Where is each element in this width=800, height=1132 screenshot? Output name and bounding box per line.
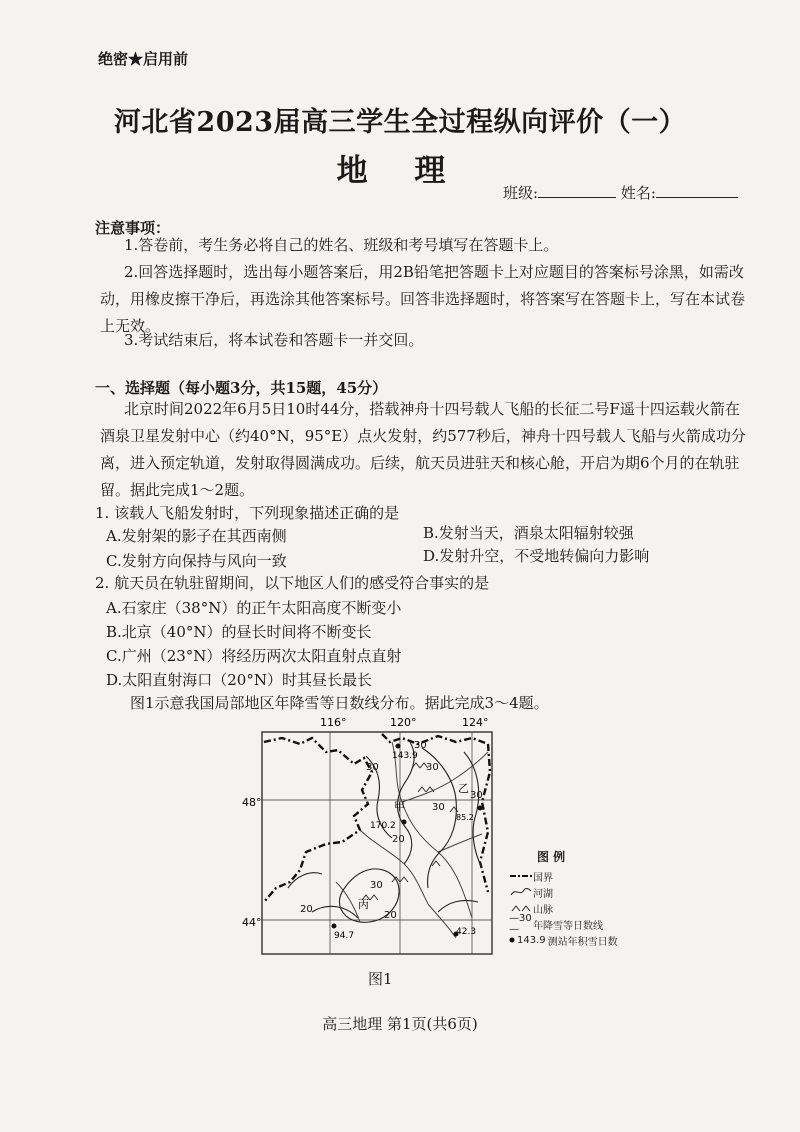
station-dot-icon — [509, 937, 515, 943]
legend-mountain: 山脉 — [509, 900, 618, 916]
question-2-option-b[interactable]: B.北京（40°N）的昼长时间将不断变长 — [106, 623, 372, 641]
class-label: 班级: — [503, 184, 539, 202]
subject-title: 地 理 — [336, 153, 464, 189]
contour-label: 30 — [470, 790, 483, 801]
station-sample: 143.9 — [517, 934, 546, 946]
lat-label-48: 48° — [242, 796, 262, 809]
student-info-line — [503, 182, 738, 203]
lon-label-120: 120° — [390, 716, 417, 729]
contour-label: 20 — [392, 834, 405, 845]
secret-label: 绝密★启用前 — [98, 50, 189, 68]
map-legend — [509, 848, 618, 948]
legend-station: 143.9 测站年积雪日数 — [509, 932, 618, 948]
station-value: 85.2 — [456, 813, 474, 822]
river-icon — [509, 887, 533, 897]
legend-title: 图 例 — [537, 850, 566, 864]
legend-river: 河湖 — [509, 884, 618, 900]
station-value: 94.7 — [334, 931, 355, 941]
place-label-bing: 丙 — [358, 898, 369, 911]
name-blank[interactable] — [656, 183, 738, 198]
contour-label: 20 — [300, 904, 313, 915]
class-blank[interactable] — [538, 183, 616, 198]
legend-border: 国界 — [509, 868, 618, 884]
station-value: 42.3 — [456, 927, 477, 937]
question-1-option-b[interactable]: B.发射当天，酒泉太阳辐射较强 — [423, 524, 634, 542]
question-2-option-c[interactable]: C.广州（23°N）将经历两次太阳直射点直射 — [106, 647, 402, 665]
contour-label: 30 — [370, 880, 383, 891]
border-line-icon — [509, 873, 533, 879]
contour-label: 30 — [366, 762, 379, 773]
page-footer: 高三地理 第1页(共6页) — [322, 1015, 478, 1033]
mountain-icon — [509, 904, 533, 912]
note-item-2: 2.回答选择题时，选出每小题答案后，用2B铅笔把答题卡上对应题目的答案标号涂黑，如需改动，用橡皮擦干净后，再选涂其他答案标号。回答非选择题时，将答案写在答题卡上，写在本试卷上无效。 — [100, 263, 746, 335]
figure-caption: 图1 — [368, 970, 393, 988]
station-marker — [402, 820, 407, 825]
question-1-option-a[interactable]: A.发射架的影子在其西南侧 — [106, 527, 287, 545]
station-marker — [478, 806, 483, 811]
question-2-stem: 2. 航天员在轨驻留期间，以下地区人们的感受符合事实的是 — [95, 574, 490, 592]
snow-day-isolines — [288, 742, 482, 922]
lat-label-44: 44° — [242, 916, 262, 929]
name-label: 姓名: — [620, 184, 656, 202]
place-labels — [358, 782, 469, 911]
question-1-option-d[interactable]: D.发射升空，不受地转偏向力影响 — [423, 547, 650, 565]
contour-label: 30 — [426, 762, 439, 773]
question-2-option-a[interactable]: A.石家庄（38°N）的正午太阳高度不断变小 — [106, 599, 402, 617]
exam-title: 河北省2023届高三学生全过程纵向评价（一） — [113, 107, 687, 138]
figure-intro: 图1示意我国局部地区年降雪等日数线分布。据此完成3～4题。 — [130, 694, 549, 712]
contour-sample: —30— — [509, 913, 532, 935]
contour-label: 30 — [414, 740, 427, 751]
station-value: 170.2 — [370, 821, 396, 831]
station-marker — [396, 744, 401, 749]
stations — [332, 744, 483, 942]
contour-label: 30 — [432, 802, 445, 813]
lon-label-124: 124° — [462, 716, 489, 729]
place-label-jia: 甲 — [394, 800, 405, 813]
note-item-3: 3.考试结束后，将本试卷和答题卡一并交回。 — [124, 331, 424, 349]
question-1-option-c[interactable]: C.发射方向保持与风向一致 — [106, 552, 287, 570]
question-2-option-d[interactable]: D.太阳直射海口（20°N）时其昼长最长 — [106, 671, 372, 689]
question-1-stem: 1. 该载人飞船发射时，下列现象描述正确的是 — [95, 504, 400, 522]
note-item-1: 1.答卷前，考生务必将自己的姓名、班级和考号填写在答题卡上。 — [124, 236, 559, 254]
lon-label-116: 116° — [320, 716, 347, 729]
place-label-yi: 乙 — [458, 782, 469, 795]
national-border-east — [480, 744, 490, 892]
legend-contour: —30— 年降雪等日数线 — [509, 913, 603, 935]
station-value: 143.9 — [392, 751, 418, 761]
contour-label: 20 — [384, 910, 397, 921]
section-heading: 一、选择题（每小题3分，共15题，45分） — [95, 379, 388, 397]
snow-days-map — [242, 712, 507, 964]
notes-heading: 注意事项： — [95, 219, 171, 237]
national-border — [264, 738, 372, 902]
passage-text: 北京时间2022年6月5日10时44分，搭载神舟十四号载人飞船的长征二号F遥十四运载火箭在酒泉卫星发射中心（约40°N，95°E）点火发射，约577秒后，神舟十四号载人飞船与火箭成功分离，进入预定轨道，发射取得圆满成功。后续，航天员进驻天和核心舱，开启为期6个月的在轨驻留。据此完成1～2题。 — [100, 400, 746, 499]
station-marker — [332, 924, 337, 929]
